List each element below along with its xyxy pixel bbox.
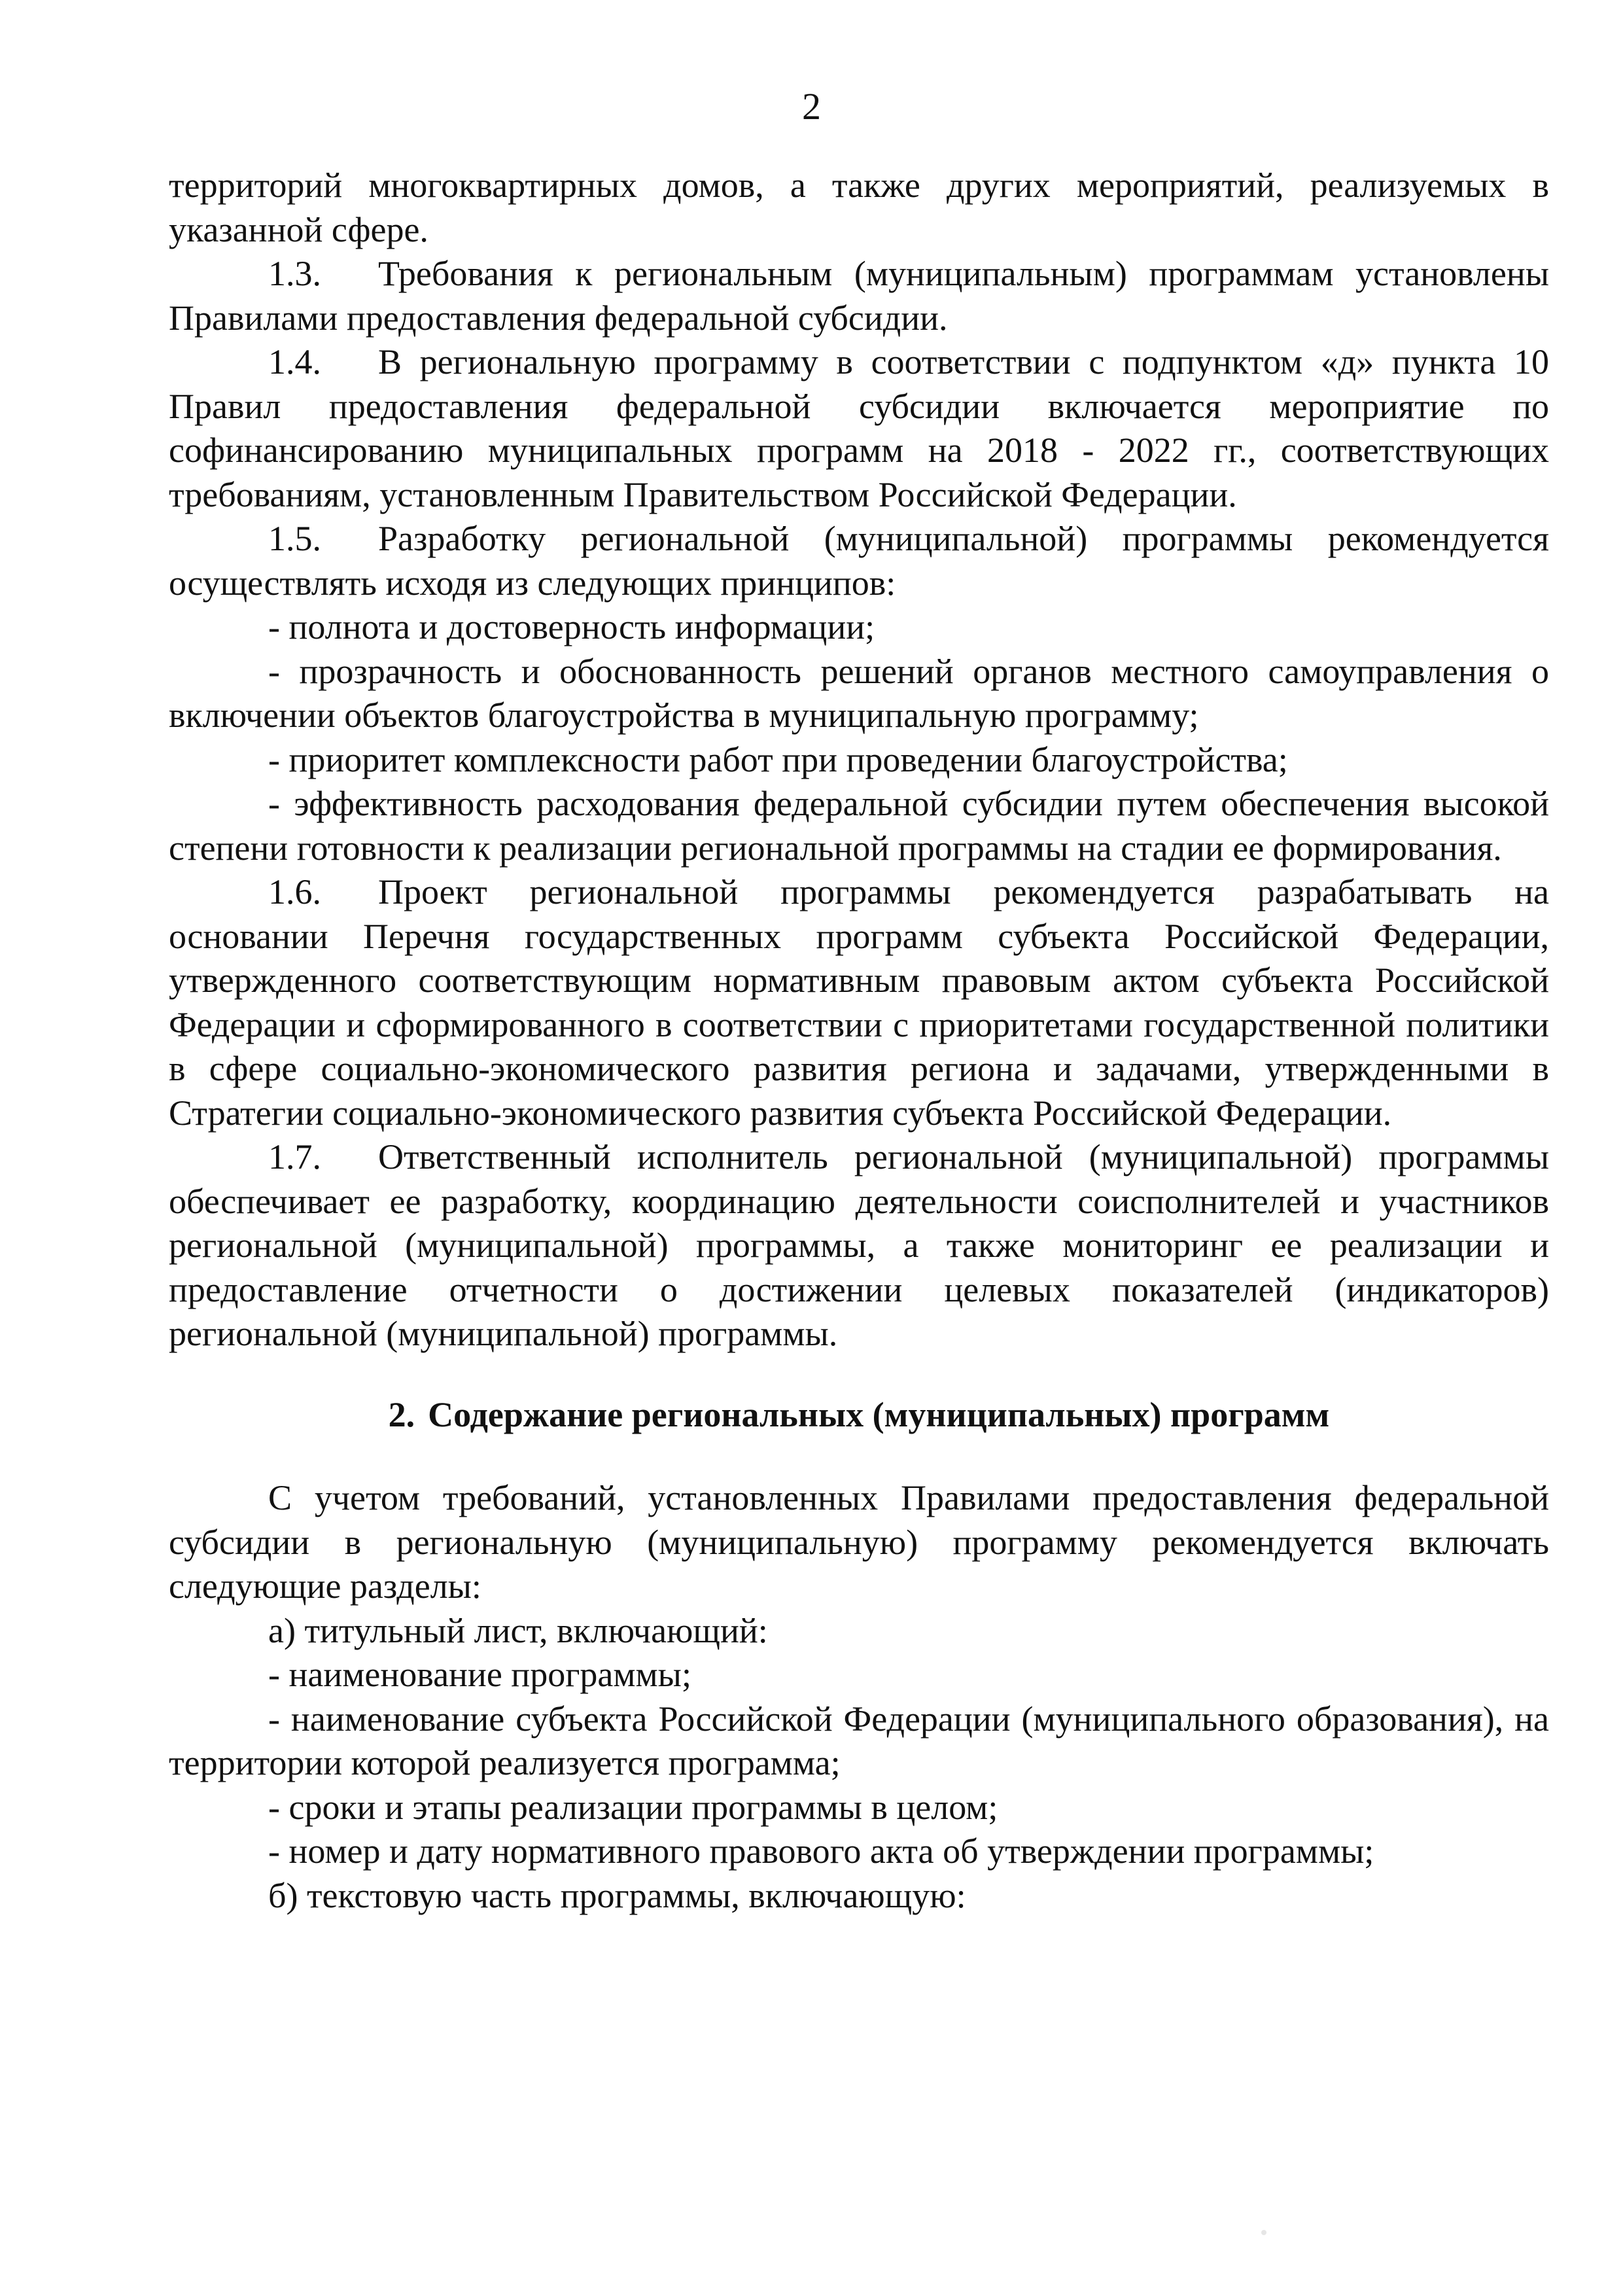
item-text: В региональную программу в соответствии с подпунктом «д» пункта 10 Правил предоставления федеральной субсидии включается мероприятие по софинансированию муниципальных программ на 2018 - 2022 гг., соответствующих требованиям, установленным Правительством Российской Федерации. [169,342,1549,514]
item-number: 1.3. [268,254,321,293]
item-number: 1.6. [268,872,321,911]
paragraph-1-3 [169,252,1549,340]
document-body [169,164,1549,1918]
list-item: - наименование программы; [268,1655,691,1694]
list-item: - полнота и достоверность информации; [268,607,875,646]
item-number: 1.7. [268,1137,321,1176]
section-intro: С учетом требований, установленных Правилами предоставления федеральной субсидии в региональную (муниципальную) программу рекомендуется включать следующие разделы: [169,1478,1549,1606]
paragraph-1-7 [169,1135,1549,1356]
section-number: 2. [388,1394,415,1434]
item-text: Разработку региональной (муниципальной) программы рекомендуется осуществлять исходя из следующих принципов: [169,519,1549,603]
section-heading [169,1393,1549,1438]
item-number: 1.4. [268,342,321,381]
list-item: - сроки и этапы реализации программы в целом; [268,1787,998,1827]
paragraph-1-5 [169,517,1549,605]
list-item: - номер и дату нормативного правового акта об утверждении программы; [268,1831,1374,1871]
list-item: б) текстовую часть программы, включающую: [268,1875,966,1915]
list-item: а) титульный лист, включающий: [268,1610,768,1650]
list-item: - эффективность расходования федеральной субсидии путем обеспечения высокой степени готовности к реализации региональной программы на стадии ее формирования. [169,784,1549,868]
section-title: Содержание региональных (муниципальных) программ [428,1394,1330,1434]
scan-speck [1261,2230,1266,2235]
paragraph-continuation: территорий многоквартирных домов, а также других мероприятий, реализуемых в указанной сфере. [169,166,1549,249]
item-text: Требования к региональным (муниципальным) программам установлены Правилами предоставления федеральной субсидии. [169,254,1549,338]
page-number: 2 [802,85,821,128]
list-item: - прозрачность и обоснованность решений органов местного самоуправления о включении объектов благоустройства в муниципальную программу; [169,651,1549,735]
list-item: - приоритет комплексности работ при проведении благоустройства; [268,739,1288,779]
paragraph-1-4 [169,340,1549,517]
list-item: - наименование субъекта Российской Федерации (муниципального образования), на территории которой реализуется программа; [169,1699,1549,1782]
paragraph-1-6 [169,870,1549,1135]
item-text: Проект региональной программы рекомендуется разрабатывать на основании Перечня государственных программ субъекта Российской Федерации, утвержденного соответствующим нормативным правовым актом субъекта Российской Федерации и сформированного в соответствии с приоритетами государственной политики в сфере социально-экономического развития региона и задачами, утвержденными в Стратегии социально-экономического развития субъекта Российской Федерации. [169,872,1549,1133]
item-text: Ответственный исполнитель региональной (муниципальной) программы обеспечивает ее разработку, координацию деятельности соисполнителей и участников региональной (муниципальной) программы, а также мониторинг ее реализации и предоставление отчетности о достижении целевых показателей (индикаторов) региональной (муниципальной) программы. [169,1137,1549,1353]
item-number: 1.5. [268,519,321,558]
